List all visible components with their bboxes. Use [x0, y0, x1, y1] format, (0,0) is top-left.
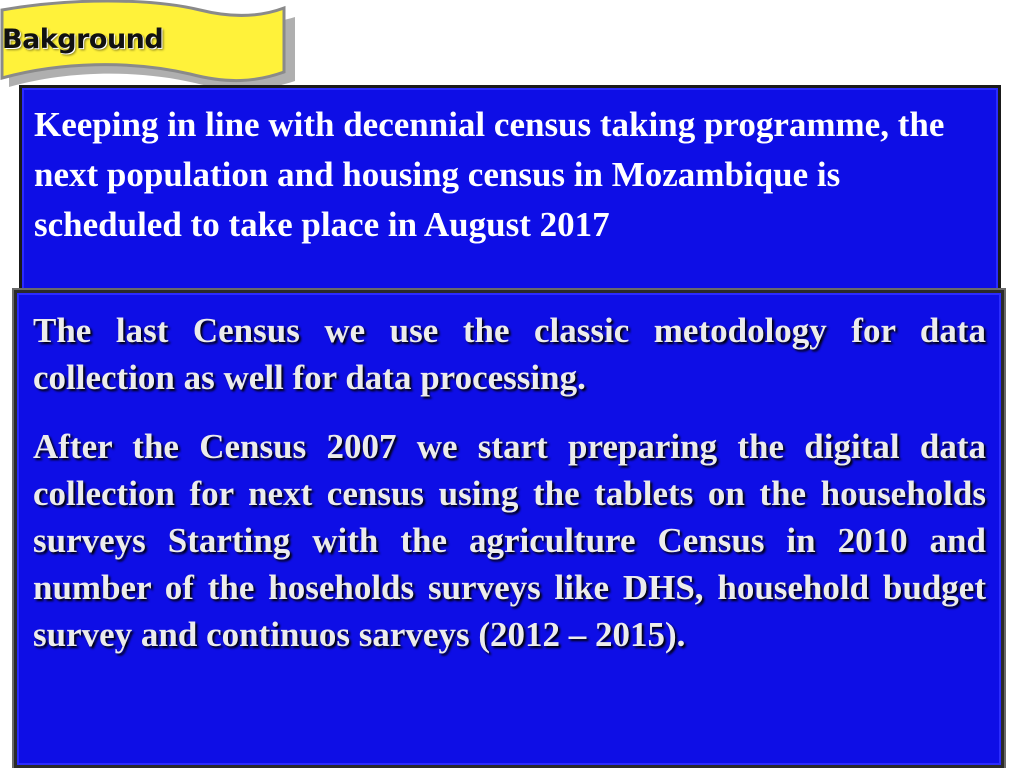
banner-title: Bakground	[2, 24, 164, 55]
intro-box	[19, 85, 1001, 293]
intro-text: Keeping in line with decennial census taking programme, the next population and housing census in Mozambique is scheduled to take place in August 2017	[34, 105, 945, 244]
body-content	[33, 307, 986, 658]
title-banner	[0, 0, 300, 95]
paragraph-digital-collection: After the Census 2007 we start preparing the digital data collection for next census using the tablets on the households surveys Starting with the agriculture Census in 2010 and number of the hoseholds surveys like DHS, household budget survey and continuos sarveys (2012 – 2015).	[33, 427, 986, 654]
body-box	[14, 290, 1004, 768]
paragraph-last-census: The last Census we use the classic metodology for data collection as well for data processing.	[33, 311, 986, 397]
